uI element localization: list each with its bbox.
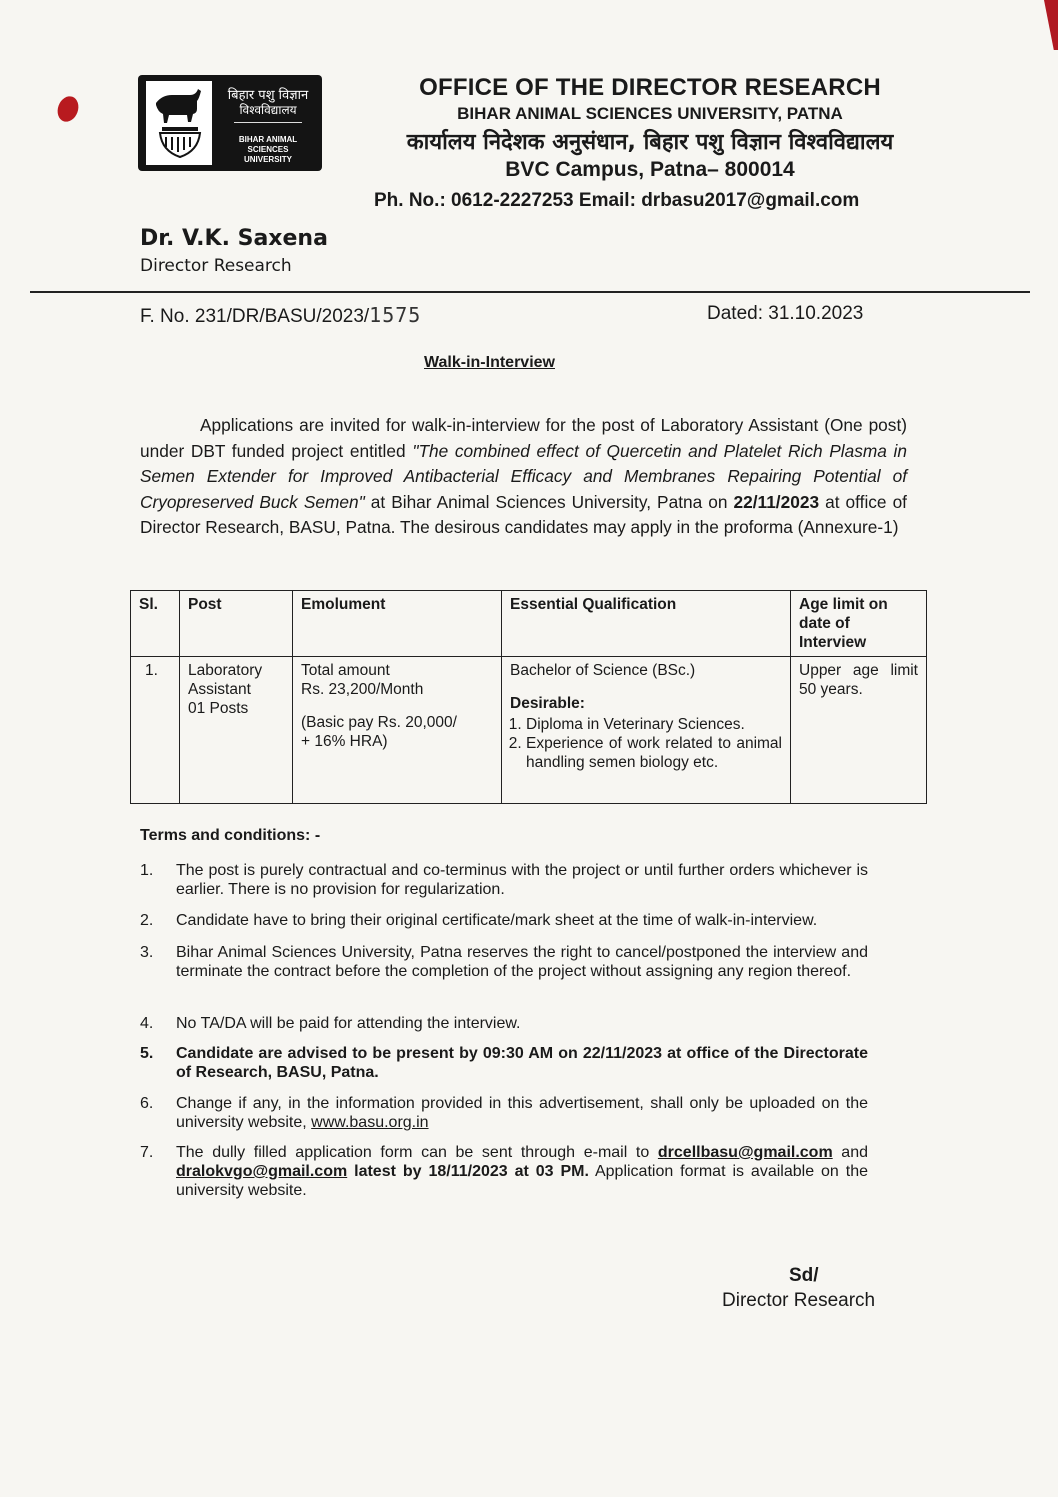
term-num: 3. (140, 944, 154, 961)
cell-emolument (293, 657, 502, 804)
post-line2: Assistant (188, 681, 251, 698)
term-num: 1. (140, 862, 154, 879)
table-row (131, 657, 927, 804)
desirable-item-1: 1. Diploma in Veterinary Sciences. (526, 715, 782, 734)
office-title-hindi: कार्यालय निदेशक अनुसंधान, बिहार पशु विज्ञान विश्वविद्यालय (406, 130, 894, 155)
contact-line: Ph. No.: 0612-2227253 Email: drbasu2017@gmail.com (374, 190, 860, 211)
logo-english (218, 135, 318, 165)
cell-post (180, 657, 293, 804)
terms-heading: Terms and conditions: - (140, 827, 321, 844)
term-num: 2. (140, 912, 154, 929)
term-num: 4. (140, 1015, 154, 1032)
term-num: 7. (140, 1144, 154, 1161)
emol-line3: (Basic pay Rs. 20,000/ (301, 714, 457, 731)
date: Dated: 31.10.2023 (707, 303, 864, 324)
interview-date: 22/11/2023 (733, 491, 820, 512)
emol-line4: + 16% HRA) (301, 733, 388, 750)
term-text: No TA/DA will be paid for attending the interview. (176, 1015, 521, 1032)
project-title: "The combined effect of Quercetin and Platelet Rich Plasma in Semen Extender for Improved Antibacterial Efficacy and Membranes Repairing Potential of Cryopreserved Buck Semen" (140, 440, 908, 512)
desirable-item-2: 2. Experience of work related to animal handling semen biology etc. (526, 734, 782, 772)
post-line3: 01 Posts (188, 700, 249, 717)
term-text: Bihar Animal Sciences University, Patna reserves the right to cancel/postponed the interview and terminate the contract before the completion of the project without assigning any region thereof. (176, 944, 868, 980)
file-number (140, 303, 421, 328)
header-divider (30, 291, 1030, 293)
col-qualification: Essential Qualification (502, 591, 791, 657)
campus-address: BVC Campus, Patna– 800014 (505, 158, 795, 181)
intro-paragraph (140, 413, 907, 541)
logo-english-line1: BIHAR ANIMAL SCIENCES (238, 135, 298, 154)
term-num: 6. (140, 1095, 154, 1112)
university-name: BIHAR ANIMAL SCIENCES UNIVERSITY, PATNA (457, 104, 843, 123)
signature-sd: Sd/ (789, 1265, 819, 1286)
office-title: OFFICE OF THE DIRECTOR RESEARCH (419, 74, 881, 101)
cow-emblem-icon (146, 81, 212, 165)
intro-text-2: at Bihar Animal Sciences University, Patna on (364, 491, 734, 512)
signatory-designation: Director Research (140, 256, 292, 276)
signature-title: Director Research (722, 1290, 876, 1311)
signatory-name: Dr. V.K. Saxena (140, 226, 328, 251)
term-text-part: Application format is available on the university website. (176, 1163, 868, 1199)
file-number-printed: F. No. 231/DR/BASU/2023/ (140, 306, 370, 327)
deadline: latest by 18/11/2023 at 03 PM. (347, 1163, 589, 1180)
col-post: Post (180, 591, 293, 657)
table-header-row (131, 591, 927, 657)
cell-sl: 1. (131, 657, 180, 804)
intro-text-3: at office of Director Research, BASU, Patna. The desirous candidates may apply in the proforma (Annexure-1) (140, 491, 907, 537)
post-line1: Laboratory (188, 662, 263, 679)
emol-line2: Rs. 23,200/Month (301, 681, 424, 698)
posts-table (130, 590, 927, 804)
col-sl: Sl. (131, 591, 180, 657)
term-num: 5. (140, 1045, 154, 1062)
col-emolument: Emolument (293, 591, 502, 657)
term-text: Candidate have to bring their original certificate/mark sheet at the time of walk-in-interview. (176, 912, 818, 929)
red-ink-mark (54, 93, 82, 124)
notice-title: Walk-in-Interview (424, 354, 555, 371)
term-text-part: Change if any, in the information provided in this advertisement, shall only be uploaded on the university website, (176, 1095, 868, 1131)
website-link[interactable]: www.basu.org.in (311, 1114, 429, 1131)
qual-main: Bachelor of Science (BSc.) (510, 662, 696, 679)
university-logo (138, 75, 322, 171)
email-link-2[interactable]: dralokvgo@gmail.com (176, 1163, 348, 1180)
term-text (176, 1143, 868, 1200)
desirable-list (510, 715, 782, 772)
term-text (176, 1094, 868, 1132)
term-text-part: and (832, 1144, 869, 1161)
intro-text-1: Applications are invited for walk-in-interview for the post of Laboratory Assistant (One post) under DBT funded project entitled (140, 415, 907, 461)
logo-divider (234, 122, 302, 123)
file-number-handwritten: 1575 (369, 303, 422, 327)
email-link-1[interactable]: drcellbasu@gmail.com (657, 1144, 833, 1161)
col-age: Age limit on date of Interview (791, 591, 927, 657)
corner-ink-mark (1044, 0, 1058, 50)
term-text: Candidate are advised to be present by 09:30 AM on 22/11/2023 at office of the Directorate of Research, BASU, Patna. (176, 1045, 868, 1081)
term-text-part: The dully filled application form can be sent through e-mail to (176, 1144, 658, 1161)
emol-line1: Total amount (301, 662, 390, 679)
logo-english-line2: UNIVERSITY (243, 155, 292, 164)
term-text: The post is purely contractual and co-terminus with the project or until further orders whichever is earlier. There is no provision for regularization. (176, 862, 868, 898)
logo-hindi-line2: विश्वविद्यालय (239, 103, 297, 117)
logo-hindi-line1: बिहार पशु विज्ञान (227, 88, 309, 103)
cell-qualification (502, 657, 791, 804)
desirable-label: Desirable: (510, 695, 585, 712)
cell-age: Upper age limit 50 years. (791, 657, 927, 804)
